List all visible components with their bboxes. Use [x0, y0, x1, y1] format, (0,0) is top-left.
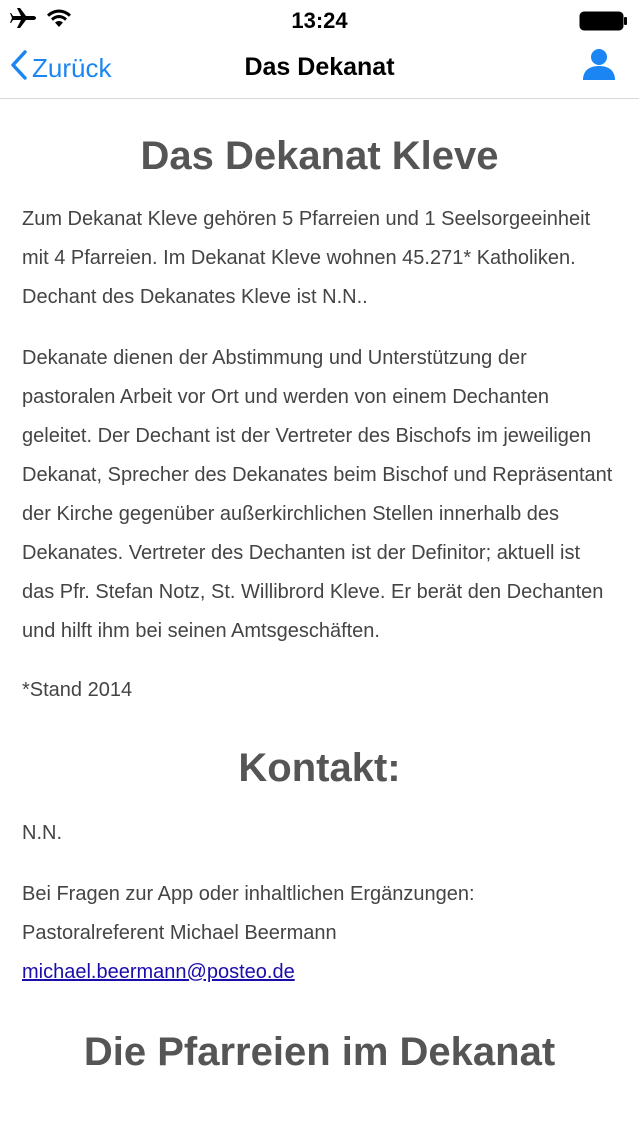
- contact-name: N.N.: [22, 822, 62, 844]
- status-bar: [0, 0, 639, 40]
- status-time: 13:24: [291, 8, 348, 33]
- intro-paragraph: Zum Dekanat Kleve gehören 5 Pfarreien und 1 Seelsorgeeinheit mit 4 Pfarreien. Im Dekanat Kleve wohnen 45.271* Katholiken. Dechant des Dekanates Kleve ist N.N..: [22, 208, 591, 308]
- footnote: *Stand 2014: [22, 679, 133, 701]
- heading-parishes: Die Pfarreien im Dekanat: [83, 1030, 556, 1074]
- heading-dekanat-kleve: Das Dekanat Kleve: [140, 134, 499, 178]
- heading-contact: Kontakt:: [238, 746, 401, 790]
- questions-block: [22, 875, 617, 992]
- battery-icon: [579, 11, 629, 36]
- user-icon[interactable]: [581, 46, 617, 87]
- page-title: Das Dekanat: [244, 53, 395, 81]
- content: [22, 98, 617, 1076]
- navigation-bar: [0, 40, 639, 99]
- body-paragraph: Dekanate dienen der Abstimmung und Unterstützung der pastoralen Arbeit vor Ort und werden von einem Dechanten geleitet. Der Dechant ist der Vertreter des Bischofs im jeweiligen Dekanat, Sprecher des Dekanates beim Bischof und Repräsentant der Kirche gegenüber außerkirchlichen Stellen innerhalb des Dekanates. Vertreter des Dechanten ist der Definitor; aktuell ist das Pfr. Stefan Notz, St. Willibrord Kleve. Er berät den Dechanten und hilft ihm bei seinen Amtsgeschäften.: [22, 347, 613, 642]
- questions-line-1: Bei Fragen zur App oder inhaltlichen Ergänzungen:: [22, 883, 475, 905]
- questions-line-2: Pastoralreferent Michael Beermann: [22, 922, 337, 944]
- back-button-label: Zurück: [32, 52, 112, 83]
- email-link[interactable]: michael.beermann@posteo.de: [22, 961, 295, 983]
